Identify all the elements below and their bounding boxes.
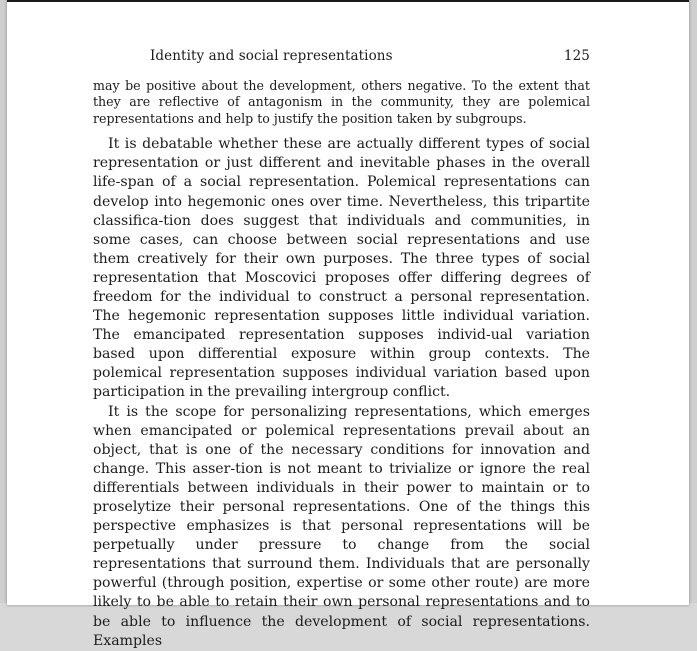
running-head [150,46,590,66]
paragraph-2: It is the scope for personalizing representations, which emerges when emancipated or polemical representations prevail about an object, that is one of the necessary conditions for innovation and change. This asser-tion is not meant to trivialize or ignore the real differentials between individuals in their power to maintain or to proselytize their personal representations. One of the things this perspective emphasizes is that personal representations will be perpetually under pressure to change from the social representations that surround them. Individuals that are personally powerful (through position, expertise or some other route) are more likely to be able to retain their own personal representations and to be able to influence the development of social representations. Examples [93,403,590,649]
running-head-title: Identity and social representations [150,48,393,64]
book-page [7,0,689,649]
body-text [93,78,590,651]
page-number: 125 [563,48,590,64]
paragraph-1: It is debatable whether these are actually different types of social representation or just different and inevitable phases in the overall life-span of a social representation. Polemical representations can develop into hegemonic ones over time. Nevertheless, this tripartite classifica-tion does suggest that individuals and communities, in some cases, can choose between social representations and use them creatively for their own purposes. The three types of social representation that Moscovici proposes offer differing degrees of freedom for the individual to construct a personal representation. The hegemonic representation supposes little individual variation. The emancipated representation supposes individ-ual variation based upon differential exposure within group contexts. The polemical representation supposes individual variation based upon participation in the prevailing intergroup conflict. [93,136,590,401]
continued-paragraph: may be positive about the development, others negative. To the extent that they are reflective of antagonism in the community, they are polemical representations and help to justify the position taken by subgroups. [93,78,590,126]
